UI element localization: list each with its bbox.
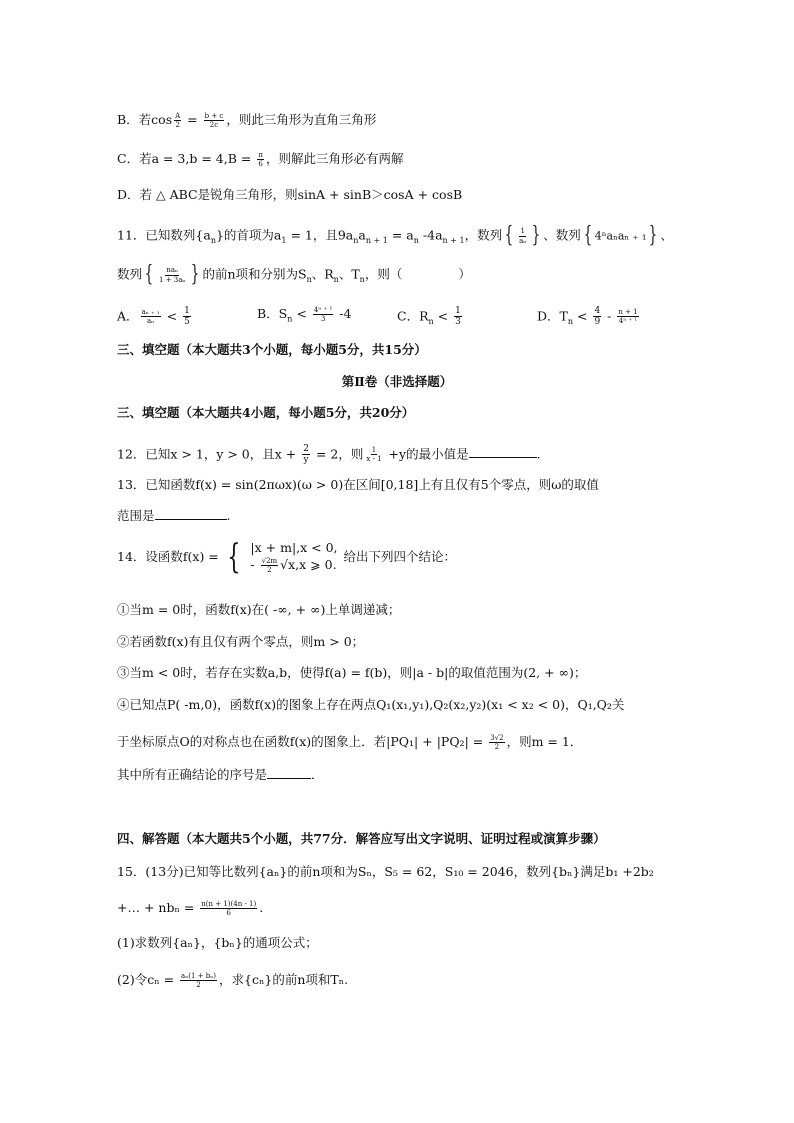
q15-line2: +… + nbₙ = $\frac{n(n + 1)(4n - 1)}{6}$ . (117, 900, 264, 918)
q11-option-d[interactable]: D．$T_n$ < $\frac{4}{9}$ - $\frac{n + 1}{\text{4ⁿ ⁺ ¹}}$ (537, 306, 638, 328)
q15-part-1: (1)求数列{aₙ}，{bₙ}的通项公式； (117, 935, 318, 950)
seq-fraction: $\frac{\text{naₙ}}{\text{1 + 3aₙ}}$ (159, 266, 186, 284)
section-3-heading-a: 三、填空题（本大题共3个小题，每小题5分，共15分） (117, 342, 427, 357)
q15-line1: 15．(13分)已知等比数列{aₙ}的前n项和为Sₙ，S₅ = 62，S₁₀ = 2046，数列{bₙ}满足b₁ +2b₂ (117, 864, 654, 879)
q13-answer-blank[interactable] (155, 518, 227, 520)
q11-stem-line1: 11．已知数列$\{a_n\}$的首项为$a_1 = 1$，且$9a_na_{n + 1} = a_n$ $-4a_{n + 1}$，数列 { $\frac{1}{\text{aₙ}}$ } 、数列 { 4ⁿaₙaₙ ₊ ₁ } 、 (117, 223, 673, 248)
q10-option-d: D．若 △ ABC是锐角三角形，则sinA + sinB＞cosA + cosB (117, 187, 463, 202)
q11-option-c[interactable]: C．$R_n$ < $\frac{1}{3}$ (397, 306, 461, 328)
q14-statement-4: ④已知点P( -m,0)，函数f(x)的图象上存在两点Q₁(x₁,y₁),Q₂(x₂,y₂)(x₁ < x₂ < 0)，Q₁,Q₂关 (117, 697, 625, 712)
angle-fraction: $\frac{\pi}{6}$ (258, 151, 263, 169)
q14-stem: 14．设函数f(x) = { |x + m|,x < 0, - $\frac{√2m}{2}$ √x,x ⩾ 0. 给出下列四个结论： (117, 537, 457, 577)
piecewise-function: { |x + m|,x < 0, - $\frac{√2m}{2}$ √x,x ⩾ 0. (227, 537, 338, 577)
q14-statement-4-cont: 于坐标原点O的对称点也在函数f(x)的图象上．若|PQ₁| + |PQ₂| = $\frac{3√2}{2}$ ，则m = 1． (117, 734, 583, 752)
q14-statement-1: ①当m = 0时，函数f(x)在( -∞, + ∞)上单调递减； (117, 602, 401, 617)
q14-answer-blank[interactable] (267, 777, 311, 779)
section-3-heading-b: 三、填空题（本大题共4小题，每小题5分，共20分） (117, 405, 415, 420)
rhs-fraction: $\frac{b + c}{2c}$ (204, 112, 224, 130)
q14-statement-2: ②若函数f(x)有且仅有两个零点，则m > 0； (117, 634, 365, 649)
recip-fraction: $\frac{1}{\text{aₙ}}$ (519, 227, 527, 245)
q13-line1: 13．已知函数f(x) = sin(2πωx)(ω > 0)在区间[0,18]上有且仅有5个零点，则ω的取值 (117, 477, 599, 492)
q15-part-2: (2)令cₙ = $\frac{\text{aₙ(1 + bₙ)}}{2}$ ，求{cₙ}的前n项和Tₙ. (117, 972, 349, 990)
cos-power-fraction: $\frac{A}{2}$ (175, 112, 181, 130)
q10-option-b: B．若cos $\frac{A}{2}$ = $\frac{b + c}{2c}$ ，则此三角形为直角三角形 (117, 112, 377, 130)
q12-answer-blank[interactable] (469, 456, 537, 458)
section-4-heading: 四、解答题（本大题共5个小题，共77分．解答应写出文字说明、证明过程或演算步骤） (117, 831, 606, 846)
q11-option-a[interactable]: A． $\frac{\text{aₙ ₊ ₁}}{\text{aₙ}}$ < $\frac{1}{5}$ (117, 306, 190, 328)
q14-answer-line: 其中所有正确结论的序号是 ． (117, 767, 324, 782)
volume-2-heading: 第Ⅱ卷（非选择题） (341, 374, 453, 389)
q11-option-b[interactable]: B．$S_n$ < $\frac{\text{4ⁿ ⁺ ¹}}{3}$ -4 (257, 306, 352, 324)
q11-stem-line2: 数列 { $\frac{\text{naₙ}}{\text{1 + 3aₙ}}$ } 的前n项和分别为$S_n$、$R_n$、$T_n$，则（ ） (117, 262, 471, 287)
q12: 12．已知x > 1，y > 0，且x + $\frac{2}{y}$ = 2，则 $\frac{1}{x - 1}$ +y的最小值是 . (117, 444, 541, 466)
q14-statement-3: ③当m < 0时，若存在实数a,b，使得f(a) = f(b)，则|a - b|的取值范围为(2, + ∞)； (117, 665, 587, 680)
q10-option-c: C．若a = 3,b = 4,B = $\frac{\pi}{6}$ ，则解此三角形必有两解 (117, 151, 404, 169)
q13-line2: 范围是 . (117, 508, 231, 523)
